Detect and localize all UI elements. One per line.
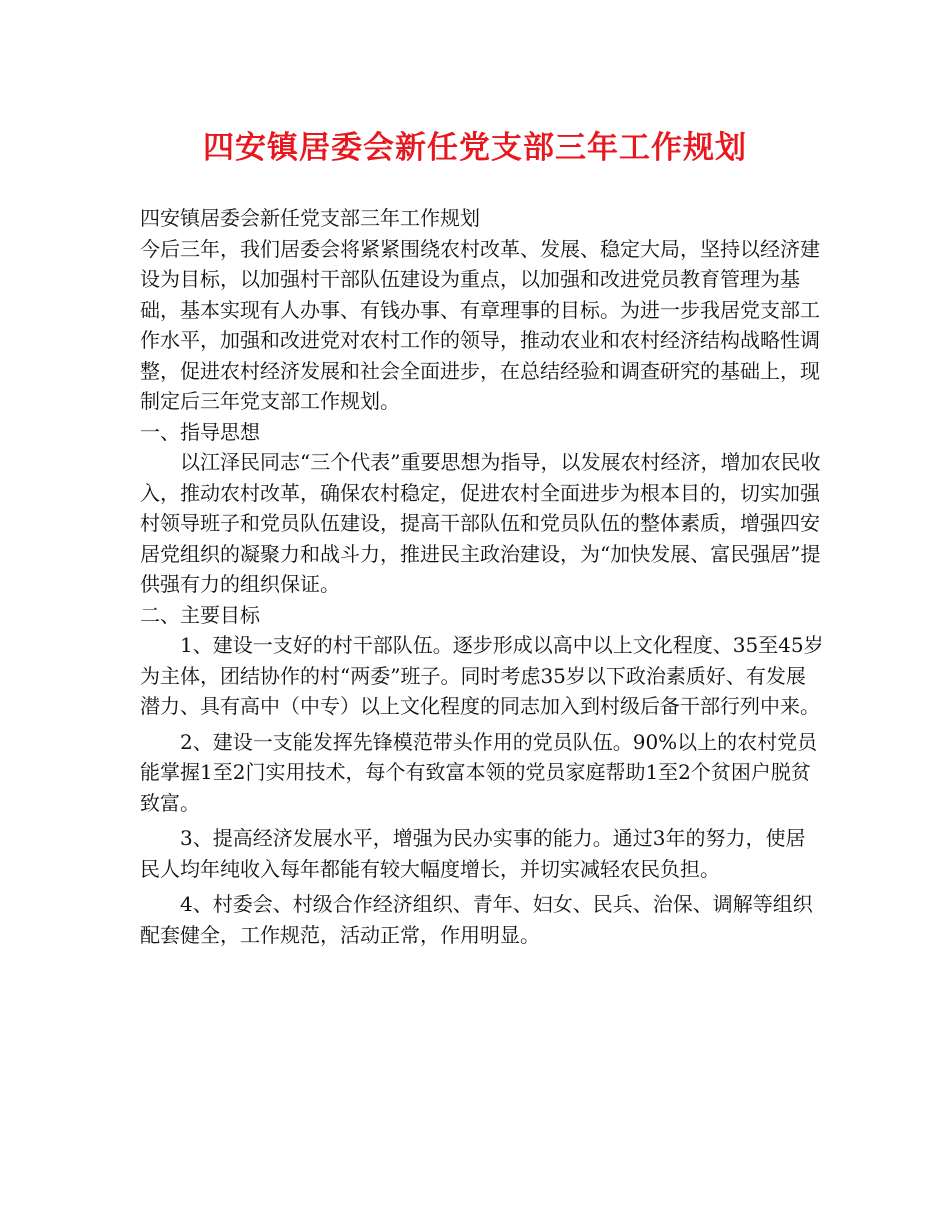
document-subtitle: 四安镇居委会新任党支部三年工作规划 [140, 206, 480, 230]
goal-item: 2、建设一支能发挥先锋模范带头作用的党员队伍。90%以上的农村党员能掌握1至2门实用技术，每个有致富本领的党员家庭帮助1至2个贫困户脱贫致富。 [140, 729, 818, 815]
goal-item: 3、提高经济发展水平，增强为民办实事的能力。通过3年的努力，使居民人均年纯收入每年都能有较大幅度增长，并切实减轻农民负担。 [140, 826, 806, 881]
intro-paragraph: 今后三年，我们居委会将紧紧围绕农村改革、发展、稳定大局，坚持以经济建设为目标，以加强村干部队伍建设为重点，以加强和改进党员教育管理为基础，基本实现有人办事、有钱办事、有章理事的目标。为进一步我居党支部工作水平，加强和改进党对农村工作的领导，推动农业和农村经济结构战略性调整，促进农村经济发展和社会全面进步，在总结经验和调查研究的基础上，现制定后三年党支部工作规划。 [140, 236, 820, 413]
goal-item: 4、村委会、村级合作经济组织、青年、妇女、民兵、治保、调解等组织配套健全，工作规范，活动正常，作用明显。 [140, 892, 813, 947]
guiding-ideology-paragraph: 以江泽民同志“三个代表”重要思想为指导，以发展农村经济，增加农民收入，推动农村改革，确保农村稳定，促进农村全面进步为根本目的，切实加强村领导班子和党员队伍建设，提高干部队伍和党员队伍的整体素质，增强四安居党组织的凝聚力和战斗力，推进民主政治建设，为“加快发展、富民强居”提供强有力的组织保证。 [140, 450, 821, 596]
document-body [140, 203, 825, 950]
goal-item: 1、建设一支好的村干部队伍。逐步形成以高中以上文化程度、35至45岁为主体，团结协作的村“两委”班子。同时考虑35岁以下政治素质好、有发展潜力、具有高中（中专）以上文化程度的同志加入到村级后备干部行列中来。 [140, 633, 824, 718]
document-title: 四安镇居委会新任党支部三年工作规划 [203, 130, 747, 166]
section-heading-main-goals: 二、主要目标 [140, 602, 260, 627]
section-heading-guiding-ideology: 一、指导思想 [140, 419, 260, 444]
